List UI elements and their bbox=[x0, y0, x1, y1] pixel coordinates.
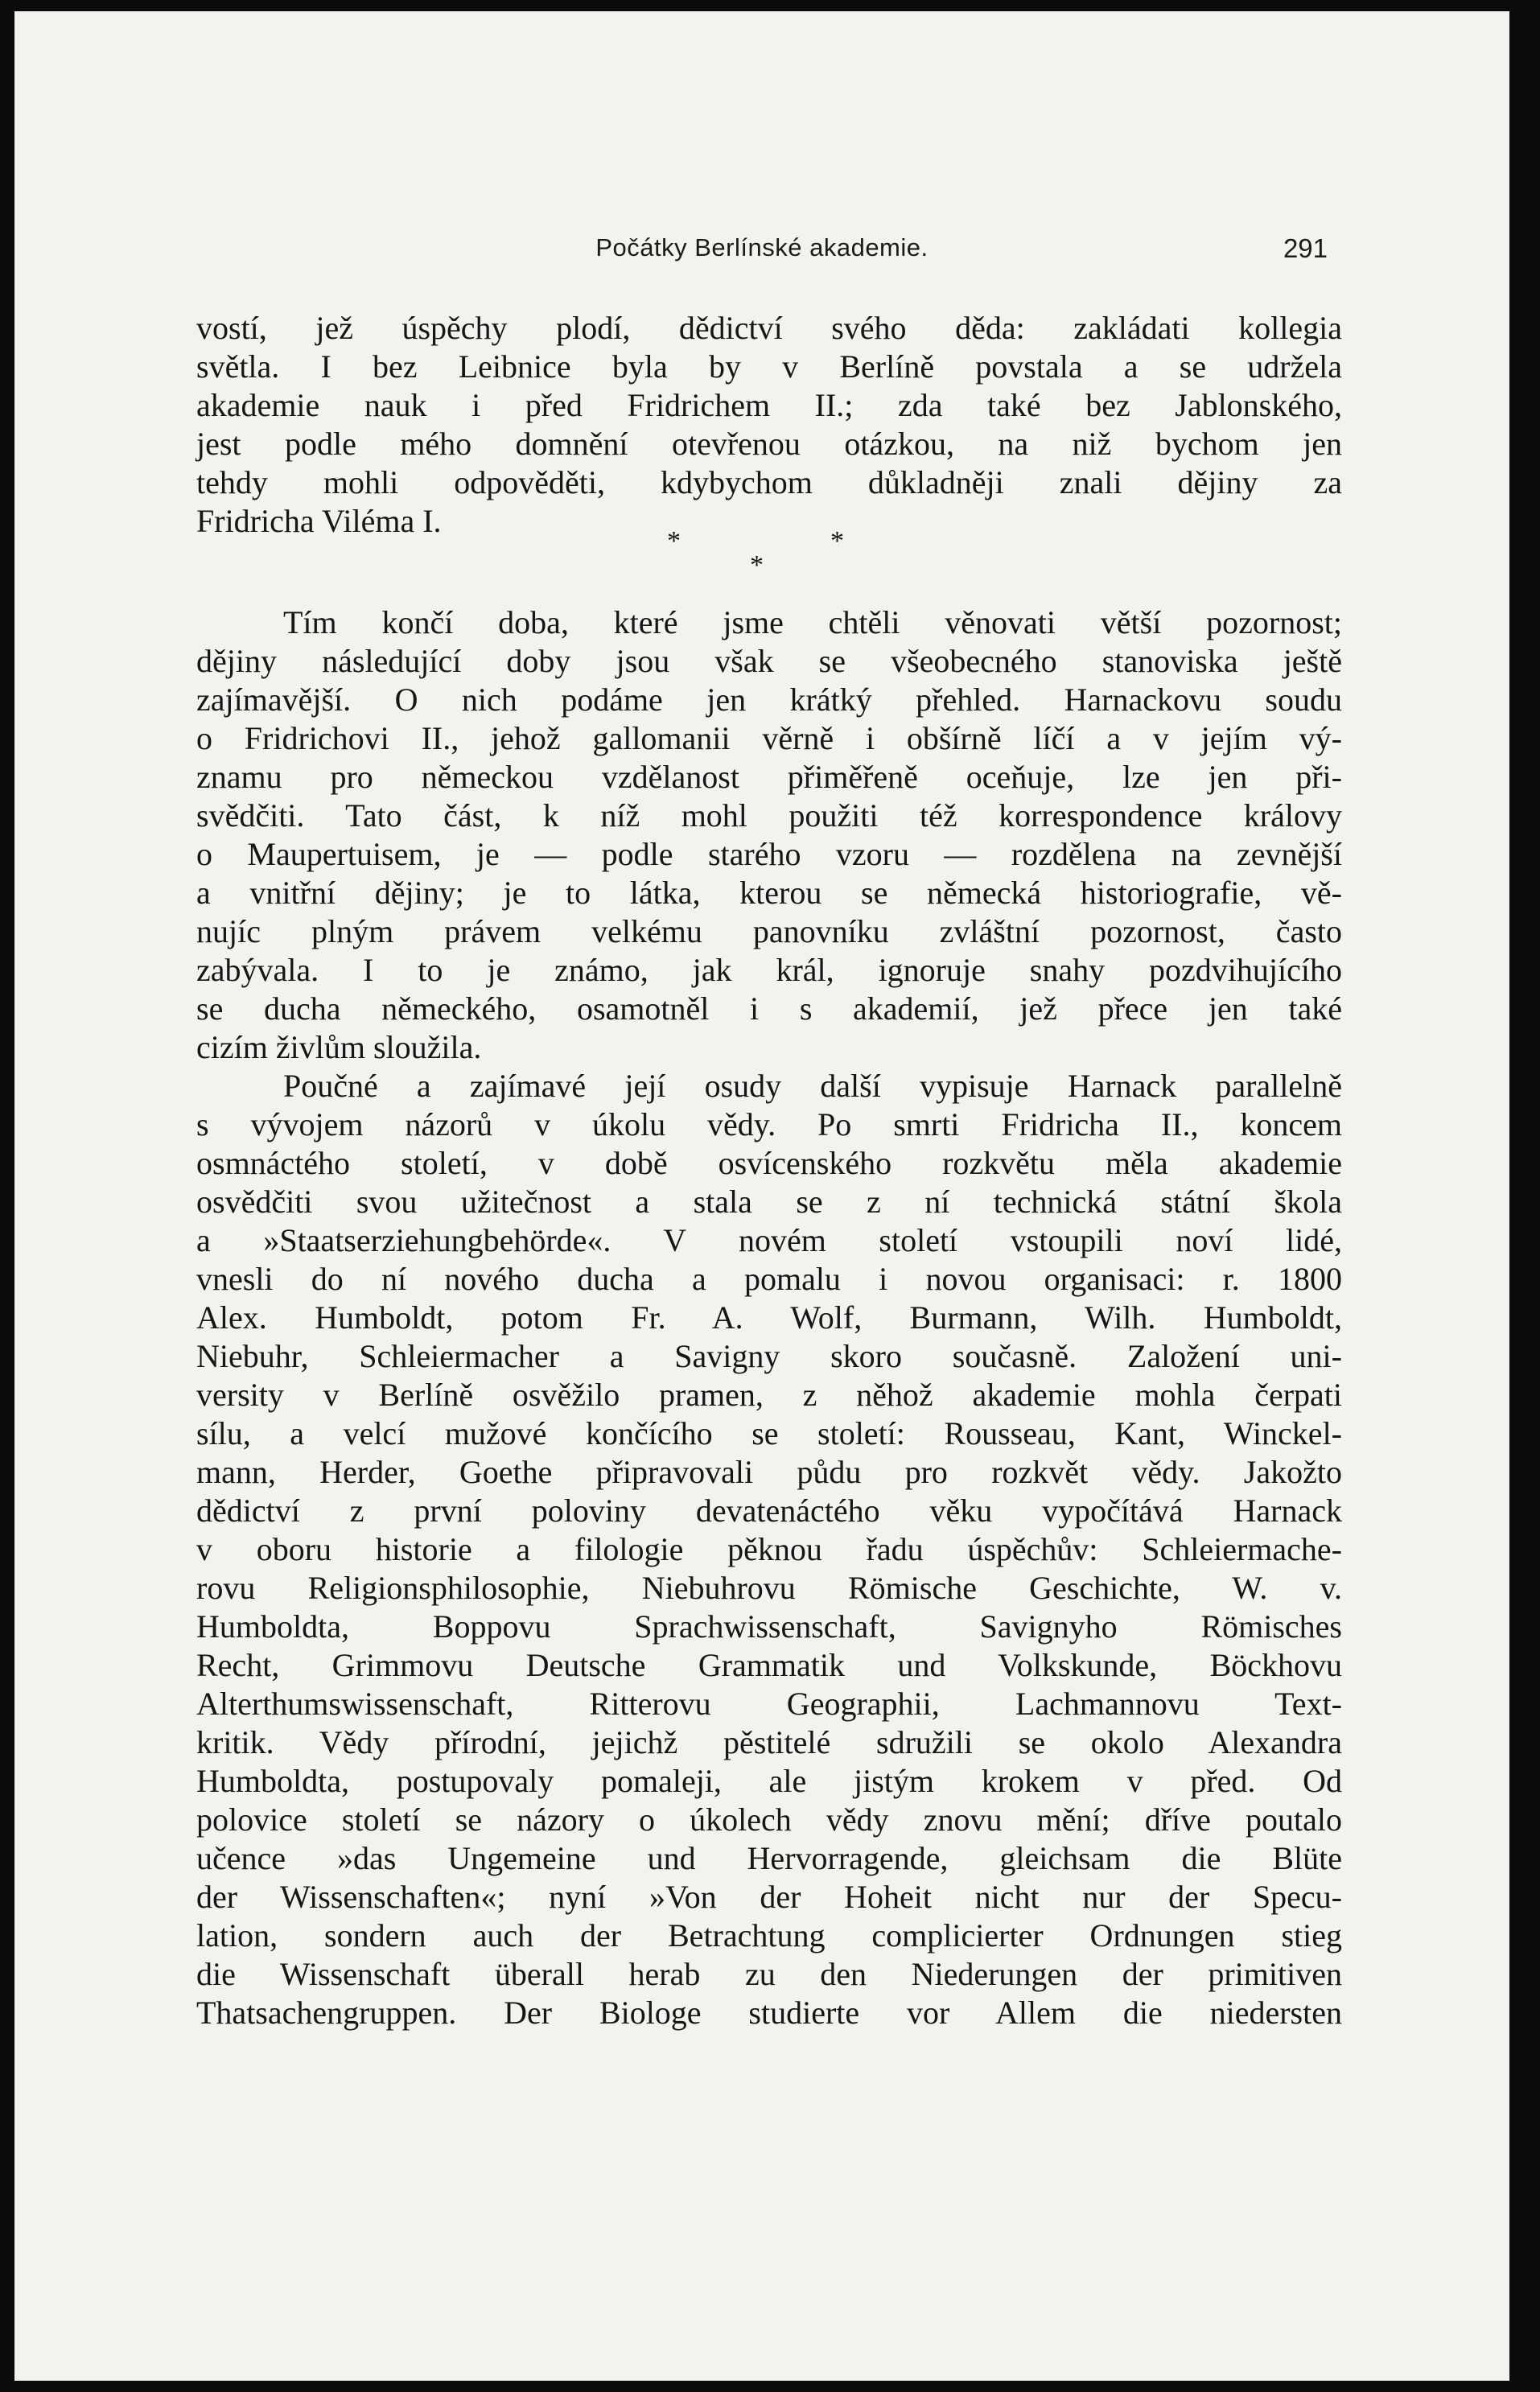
text-line: versity v Berlíně osvěžilo pramen, z něhož akademie mohla čerpati bbox=[196, 1377, 1342, 1413]
text-line: Alterthumswissenschaft, Ritterovu Geographii, Lachmannovu Text- bbox=[196, 1686, 1342, 1722]
text-line: o Fridrichovi II., jehož gallomanii věrně i obšírně líčí a v jejím vý- bbox=[196, 720, 1342, 756]
text-line: učence »das Ungemeine und Hervorragende, gleichsam die Blüte bbox=[196, 1840, 1342, 1876]
asterisk: * bbox=[830, 526, 844, 556]
text-line: Niebuhr, Schleiermacher a Savigny skoro současně. Založení uni- bbox=[196, 1338, 1342, 1374]
text-line: kritik. Vědy přírodní, jejichž pěstitelé sdružili se okolo Alexandra bbox=[196, 1724, 1342, 1760]
text-line: a vnitřní dějiny; je to látka, kterou se německá historiografie, vě- bbox=[196, 875, 1342, 911]
text-line: Poučné a zajímavé její osudy další vypisuje Harnack parallelně bbox=[283, 1068, 1342, 1104]
text-line: světla. I bez Leibnice byla by v Berlíně povstala a se udržela bbox=[196, 348, 1342, 385]
text-line: tehdy mohli odpověděti, kdybychom důkladněji znali dějiny za bbox=[196, 464, 1342, 500]
text-line: o Maupertuisem, je — podle starého vzoru — rozdělena na zevnější bbox=[196, 836, 1342, 872]
text-line: vnesli do ní nového ducha a pomalu i novou organisaci: r. 1800 bbox=[196, 1261, 1342, 1297]
text-line: der Wissenschaften«; nyní »Von der Hoheit nicht nur der Specu- bbox=[196, 1879, 1342, 1915]
text-line: nujíc plným právem velkému panovníku zvláštní pozornost, často bbox=[196, 913, 1342, 949]
text-line: Recht, Grimmovu Deutsche Grammatik und Volkskunde, Böckhovu bbox=[196, 1647, 1342, 1683]
text-line: lation, sondern auch der Betrachtung complicierter Ordnungen stieg bbox=[196, 1917, 1342, 1954]
text-line: sílu, a velcí mužové končícího se století: Rousseau, Kant, Winckel- bbox=[196, 1415, 1342, 1451]
text-line: polovice století se názory o úkolech vědy znovu mění; dříve poutalo bbox=[196, 1801, 1342, 1838]
text-line: cizím živlům sloužila. bbox=[196, 1029, 482, 1065]
text-line: znamu pro německou vzdělanost přiměřeně oceňuje, lze jen při- bbox=[196, 759, 1342, 795]
text-line: Fridricha Viléma I. bbox=[196, 503, 442, 539]
page-number: 291 bbox=[1283, 233, 1328, 263]
text-line: vostí, jež úspěchy plodí, dědictví svého děda: zakládati kollegia bbox=[196, 310, 1342, 346]
text-line: die Wissenschaft überall herab zu den Niederungen der primitiven bbox=[196, 1956, 1342, 1992]
text-line: rovu Religionsphilosophie, Niebuhrovu Römische Geschichte, W. v. bbox=[196, 1570, 1342, 1606]
text-line: mann, Herder, Goethe připravovali půdu pro rozkvět vědy. Jakožto bbox=[196, 1454, 1342, 1490]
text-line: zajímavější. O nich podáme jen krátký přehled. Harnackovu soudu bbox=[196, 681, 1342, 718]
asterisk: * bbox=[667, 526, 681, 556]
text-line: dějiny následující doby jsou však se všeobecného stanoviska ještě bbox=[196, 643, 1342, 679]
text-line: zabývala. I to je známo, jak král, ignoruje snahy pozdvihujícího bbox=[196, 952, 1342, 988]
text-line: Thatsachengruppen. Der Biologe studierte vor Allem die niedersten bbox=[196, 1995, 1342, 2031]
asterisk: * bbox=[750, 550, 764, 580]
text-line: dědictví z první poloviny devatenáctého věku vypočítává Harnack bbox=[196, 1492, 1342, 1529]
text-line: v oboru historie a filologie pěknou řadu úspěchův: Schleiermache- bbox=[196, 1531, 1342, 1567]
book-page bbox=[14, 11, 1509, 2381]
text-line: a »Staatserziehungbehörde«. V novém století vstoupili noví lidé, bbox=[196, 1222, 1342, 1258]
running-title: Počátky Berlínské akademie. bbox=[595, 233, 929, 261]
page-header bbox=[196, 233, 1328, 269]
text-line: Alex. Humboldt, potom Fr. A. Wolf, Burmann, Wilh. Humboldt, bbox=[196, 1299, 1342, 1336]
text-line: osvědčiti svou užitečnost a stala se z ní technická státní škola bbox=[196, 1184, 1342, 1220]
text-line: osmnáctého století, v době osvícenského rozkvětu měla akademie bbox=[196, 1145, 1342, 1181]
text-line: jest podle mého domnění otevřenou otázkou, na niž bychom jen bbox=[196, 426, 1342, 462]
text-line: Tím končí doba, které jsme chtěli věnovati větší pozornost; bbox=[283, 604, 1342, 640]
text-line: Humboldta, Boppovu Sprachwissenschaft, Savignyho Römisches bbox=[196, 1608, 1342, 1645]
section-break bbox=[196, 526, 1342, 586]
text-line: s vývojem názorů v úkolu vědy. Po smrti Fridricha II., koncem bbox=[196, 1106, 1342, 1142]
text-line: Humboldta, postupovaly pomaleji, ale jistým krokem v před. Od bbox=[196, 1763, 1342, 1799]
text-line: akademie nauk i před Fridrichem II.; zda také bez Jablonského, bbox=[196, 387, 1342, 423]
text-line: se ducha německého, osamotněl i s akademií, jež přece jen také bbox=[196, 990, 1342, 1027]
text-line: svědčiti. Tato část, k níž mohl použiti též korrespondence královy bbox=[196, 797, 1342, 834]
body-text bbox=[196, 309, 1342, 2032]
